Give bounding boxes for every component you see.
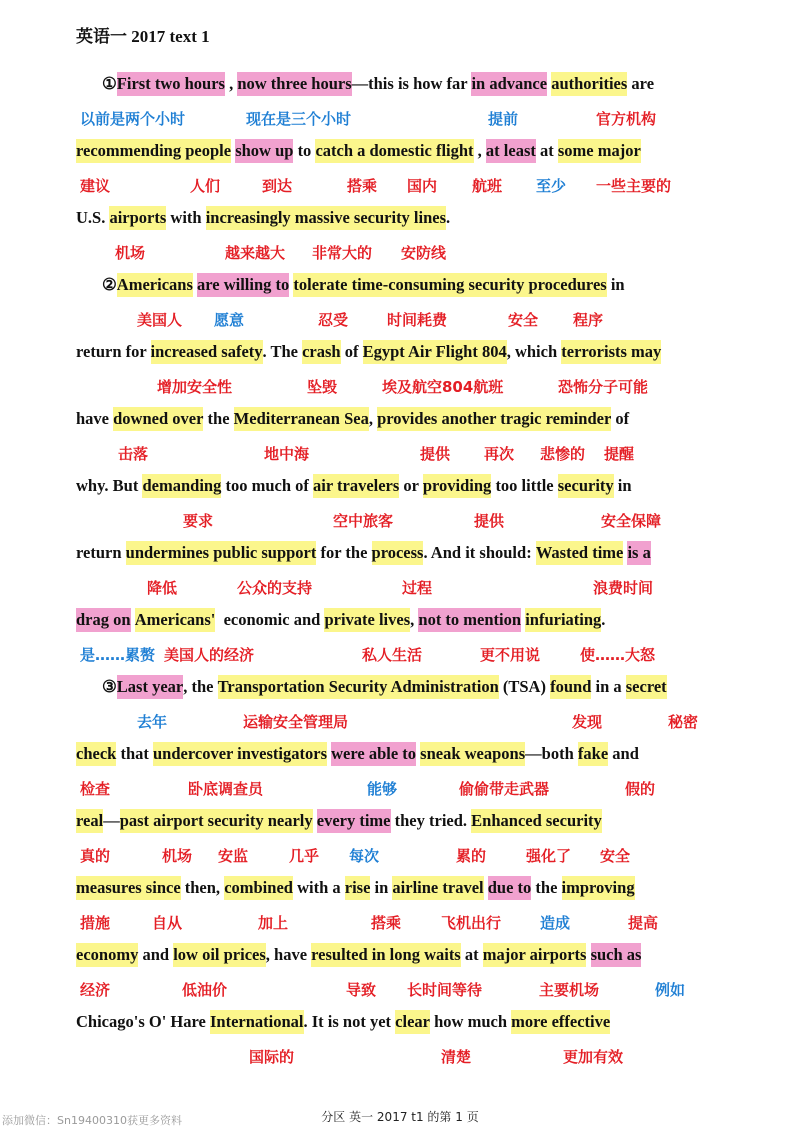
red-annotation: 假的 — [625, 780, 656, 798]
blue-annotation: 每次 — [349, 847, 380, 865]
plain-text: (TSA) — [498, 677, 551, 696]
plain-text: at — [460, 945, 483, 964]
english-line — [76, 340, 661, 364]
plain-text: ① — [102, 74, 117, 93]
red-annotation: 秘密 — [668, 713, 699, 731]
red-annotation: 一些主要的 — [596, 177, 672, 195]
english-line — [76, 876, 635, 900]
annotation-line — [0, 977, 800, 1003]
annotation-line — [0, 843, 800, 869]
red-annotation: 清楚 — [441, 1048, 472, 1066]
annotation-line — [0, 910, 800, 936]
red-annotation: 公众的支持 — [237, 579, 313, 597]
red-annotation: 自从 — [152, 914, 183, 932]
english-line — [76, 809, 602, 833]
blue-annotation: 提前 — [488, 110, 519, 128]
yellow-highlighted-phrase: found — [550, 675, 591, 699]
red-annotation: 建议 — [80, 177, 111, 195]
annotation-line — [0, 776, 800, 802]
plain-text: . — [601, 610, 606, 629]
english-line — [76, 72, 654, 96]
plain-text: Chicago's O' Hare — [76, 1012, 210, 1031]
red-annotation: 机场 — [115, 244, 146, 262]
plain-text: , — [368, 409, 378, 428]
yellow-highlighted-phrase: real — [76, 809, 103, 833]
plain-text: at — [535, 141, 558, 160]
red-annotation: 再次 — [484, 445, 515, 463]
yellow-highlighted-phrase: recommending people — [76, 139, 231, 163]
annotation-line — [0, 441, 800, 467]
yellow-highlighted-phrase: infuriating — [525, 608, 601, 632]
english-line — [76, 206, 450, 230]
yellow-highlighted-phrase: provides another tragic reminder — [377, 407, 611, 431]
plain-text: how much — [429, 1012, 512, 1031]
yellow-highlighted-phrase: International — [210, 1010, 304, 1034]
plain-text: for the — [316, 543, 372, 562]
red-annotation: 美国人的经济 — [164, 646, 255, 664]
red-annotation: 提供 — [420, 445, 451, 463]
yellow-highlighted-phrase: Transportation Security Administration — [218, 675, 499, 699]
red-annotation: 人们 — [190, 177, 221, 195]
annotation-line — [0, 508, 800, 534]
plain-text: or — [399, 476, 423, 495]
english-line — [76, 608, 605, 632]
annotation-line — [0, 173, 800, 199]
blue-annotation: 愿意 — [214, 311, 245, 329]
plain-text: , have — [265, 945, 312, 964]
red-annotation: 安全 — [600, 847, 631, 865]
red-annotation: 安防线 — [401, 244, 447, 262]
red-annotation: 机场 — [162, 847, 193, 865]
red-annotation: 航班 — [472, 177, 503, 195]
plain-text: the — [531, 878, 562, 897]
yellow-highlighted-phrase: Mediterranean Sea — [234, 407, 369, 431]
yellow-highlighted-phrase: more effective — [511, 1010, 610, 1034]
yellow-highlighted-phrase: improving — [562, 876, 635, 900]
blue-annotation: 至少 — [536, 177, 567, 195]
red-annotation: 运输安全管理局 — [243, 713, 349, 731]
yellow-highlighted-phrase: increased safety — [151, 340, 263, 364]
english-line — [76, 139, 641, 163]
yellow-highlighted-phrase: clear — [395, 1010, 430, 1034]
yellow-highlighted-phrase: sneak weapons — [420, 742, 525, 766]
red-annotation: 时间耗费 — [387, 311, 448, 329]
plain-text: , which — [506, 342, 562, 361]
plain-text: ② — [102, 275, 117, 294]
yellow-highlighted-phrase: rise — [345, 876, 371, 900]
red-annotation: 增加安全性 — [157, 378, 233, 396]
red-annotation: 主要机场 — [539, 981, 600, 999]
plain-text: . It is not yet — [303, 1012, 396, 1031]
yellow-highlighted-phrase: crash — [302, 340, 341, 364]
plain-text: . And it should: — [423, 543, 536, 562]
yellow-highlighted-phrase: increasingly massive security lines — [206, 206, 446, 230]
blue-annotation: 例如 — [655, 981, 686, 999]
yellow-highlighted-phrase: downed over — [113, 407, 203, 431]
yellow-highlighted-phrase: airline travel — [392, 876, 483, 900]
english-line — [76, 742, 639, 766]
pink-highlighted-phrase: not to mention — [418, 608, 521, 632]
plain-text: with — [166, 208, 206, 227]
plain-text: and — [608, 744, 639, 763]
pink-highlighted-phrase: First two hours — [117, 72, 225, 96]
plain-text: with a — [292, 878, 345, 897]
red-annotation: 要求 — [183, 512, 214, 530]
annotation-line — [0, 307, 800, 333]
yellow-highlighted-phrase: catch a domestic flight — [315, 139, 473, 163]
yellow-highlighted-phrase: economy — [76, 943, 138, 967]
plain-text: in — [613, 476, 632, 495]
red-annotation: 空中旅客 — [333, 512, 394, 530]
plain-text: . — [446, 208, 451, 227]
annotation-line — [0, 1044, 800, 1070]
red-annotation: 导致 — [346, 981, 377, 999]
pink-highlighted-phrase: are willing to — [197, 273, 289, 297]
red-annotation: 搭乘 — [347, 177, 378, 195]
yellow-highlighted-phrase: providing — [423, 474, 491, 498]
red-annotation: 浪费时间 — [593, 579, 654, 597]
red-annotation: 使……大怒 — [580, 646, 656, 664]
red-annotation: 非常大的 — [312, 244, 373, 262]
red-annotation: 过程 — [402, 579, 433, 597]
yellow-highlighted-phrase: some major — [558, 139, 641, 163]
red-annotation: 埃及航空804航班 — [382, 378, 504, 396]
plain-text: of — [340, 342, 363, 361]
red-annotation: 措施 — [80, 914, 111, 932]
yellow-highlighted-phrase: private lives — [324, 608, 410, 632]
plain-text: — — [103, 811, 120, 830]
yellow-highlighted-phrase: Americans — [117, 273, 193, 297]
red-annotation: 安全 — [508, 311, 539, 329]
yellow-highlighted-phrase: combined — [224, 876, 293, 900]
plain-text: of — [611, 409, 630, 428]
yellow-highlighted-phrase: major airports — [483, 943, 587, 967]
red-annotation: 飞机出行 — [441, 914, 502, 932]
plain-text: are — [627, 74, 655, 93]
plain-text: , the — [183, 677, 218, 696]
english-line — [76, 943, 641, 967]
plain-text: , — [410, 610, 419, 629]
annotation-line — [0, 709, 800, 735]
yellow-highlighted-phrase: authorities — [551, 72, 627, 96]
english-line — [76, 541, 651, 565]
red-annotation: 安监 — [218, 847, 249, 865]
plain-text: the — [203, 409, 234, 428]
red-annotation: 坠毁 — [307, 378, 338, 396]
watermark-text: 添加微信：Sn19400310获更多资料 — [2, 1114, 182, 1127]
pink-highlighted-phrase: every time — [317, 809, 391, 833]
red-annotation: 击落 — [118, 445, 149, 463]
yellow-highlighted-phrase: tolerate time-consuming security procedures — [293, 273, 606, 297]
yellow-highlighted-phrase: security — [558, 474, 614, 498]
yellow-highlighted-phrase: fake — [578, 742, 608, 766]
plain-text: too little — [491, 476, 558, 495]
plain-text: have — [76, 409, 114, 428]
annotation-line — [0, 240, 800, 266]
red-annotation: 更加有效 — [563, 1048, 624, 1066]
plain-text: in a — [591, 677, 626, 696]
yellow-highlighted-phrase: measures since — [76, 876, 181, 900]
red-annotation: 地中海 — [264, 445, 310, 463]
plain-text: return for — [76, 342, 151, 361]
pink-highlighted-phrase: now three hours — [237, 72, 351, 96]
plain-text: ③ — [102, 677, 117, 696]
pink-highlighted-phrase: were able to — [331, 742, 416, 766]
plain-text: why. But — [76, 476, 143, 495]
plain-text: , — [473, 141, 486, 160]
red-annotation: 真的 — [80, 847, 111, 865]
pink-highlighted-phrase: due to — [488, 876, 532, 900]
pink-highlighted-phrase: in advance — [471, 72, 547, 96]
yellow-highlighted-phrase: process — [372, 541, 424, 565]
pink-highlighted-phrase: drag on — [76, 608, 131, 632]
pink-highlighted-phrase: such as — [591, 943, 642, 967]
yellow-highlighted-phrase: airports — [109, 206, 166, 230]
red-annotation: 越来越大 — [225, 244, 286, 262]
red-annotation: 私人生活 — [362, 646, 423, 664]
yellow-highlighted-phrase: low oil prices — [173, 943, 266, 967]
blue-annotation: 现在是三个小时 — [246, 110, 352, 128]
red-annotation: 提高 — [628, 914, 659, 932]
pink-highlighted-phrase: show up — [235, 139, 293, 163]
yellow-highlighted-phrase: secret — [626, 675, 667, 699]
red-annotation: 长时间等待 — [407, 981, 483, 999]
blue-annotation: 造成 — [540, 914, 571, 932]
blue-annotation: 去年 — [137, 713, 168, 731]
red-annotation: 悲惨的 — [540, 445, 586, 463]
blue-annotation: 以前是两个小时 — [80, 110, 186, 128]
red-annotation: 提醒 — [604, 445, 635, 463]
plain-text: economic and — [215, 610, 325, 629]
yellow-highlighted-phrase: Wasted time — [536, 541, 624, 565]
english-line — [76, 675, 667, 699]
plain-text: , — [224, 74, 238, 93]
plain-text: —both — [525, 744, 578, 763]
yellow-highlighted-phrase: undermines public support — [126, 541, 317, 565]
annotation-line — [0, 374, 800, 400]
plain-text: they tried. — [390, 811, 472, 830]
plain-text: then, — [180, 878, 225, 897]
annotation-line — [0, 575, 800, 601]
plain-text: too much of — [221, 476, 314, 495]
red-annotation: 检查 — [80, 780, 111, 798]
page-label: 分区 英一 2017 t1 的第 1 页 — [321, 1110, 479, 1124]
plain-text: in — [606, 275, 625, 294]
plain-text: . The — [262, 342, 303, 361]
yellow-highlighted-phrase: demanding — [142, 474, 221, 498]
plain-text: return — [76, 543, 126, 562]
red-annotation: 提供 — [474, 512, 505, 530]
red-annotation: 国内 — [407, 177, 438, 195]
yellow-highlighted-phrase: Enhanced security — [471, 809, 602, 833]
plain-text: to — [293, 141, 316, 160]
yellow-highlighted-phrase: air travelers — [313, 474, 399, 498]
plain-text: —this is how far — [351, 74, 472, 93]
red-annotation: 更不用说 — [480, 646, 541, 664]
red-annotation: 低油价 — [182, 981, 228, 999]
red-annotation: 降低 — [147, 579, 178, 597]
english-line — [76, 1010, 610, 1034]
plain-text: and — [138, 945, 174, 964]
red-annotation: 程序 — [573, 311, 604, 329]
english-line — [76, 474, 632, 498]
plain-text: that — [116, 744, 153, 763]
yellow-highlighted-phrase: Americans' — [135, 608, 216, 632]
plain-text: in — [370, 878, 393, 897]
yellow-highlighted-phrase: past airport security nearly — [120, 809, 313, 833]
red-annotation: 发现 — [572, 713, 603, 731]
pink-highlighted-phrase: Last year — [117, 675, 183, 699]
red-annotation: 偷偷带走武器 — [459, 780, 550, 798]
red-annotation: 卧底调查员 — [188, 780, 264, 798]
red-annotation: 强化了 — [526, 847, 572, 865]
red-annotation: 到达 — [262, 177, 293, 195]
plain-text: U.S. — [76, 208, 110, 227]
red-annotation: 加上 — [258, 914, 289, 932]
red-annotation: 经济 — [80, 981, 111, 999]
red-annotation: 搭乘 — [371, 914, 402, 932]
blue-annotation: 是……累赘 — [80, 646, 156, 664]
red-annotation: 累的 — [456, 847, 487, 865]
yellow-highlighted-phrase: terrorists may — [561, 340, 661, 364]
yellow-highlighted-phrase: Egypt Air Flight 804 — [363, 340, 507, 364]
red-annotation: 官方机构 — [596, 110, 657, 128]
red-annotation: 安全保障 — [601, 512, 662, 530]
yellow-highlighted-phrase: check — [76, 742, 116, 766]
english-line — [76, 273, 625, 297]
document-title: 英语一 2017 text 1 — [76, 27, 210, 46]
annotation-line — [0, 642, 800, 668]
red-annotation: 国际的 — [249, 1048, 295, 1066]
pink-highlighted-phrase: at least — [486, 139, 536, 163]
blue-annotation: 能够 — [367, 780, 398, 798]
red-annotation: 美国人 — [137, 311, 183, 329]
red-annotation: 忍受 — [318, 311, 349, 329]
english-line — [76, 407, 629, 431]
pink-highlighted-phrase: is a — [627, 541, 650, 565]
red-annotation: 几乎 — [289, 847, 320, 865]
annotation-line — [0, 106, 800, 132]
yellow-highlighted-phrase: resulted in long waits — [311, 943, 461, 967]
red-annotation: 恐怖分子可能 — [558, 378, 649, 396]
yellow-highlighted-phrase: undercover investigators — [153, 742, 327, 766]
